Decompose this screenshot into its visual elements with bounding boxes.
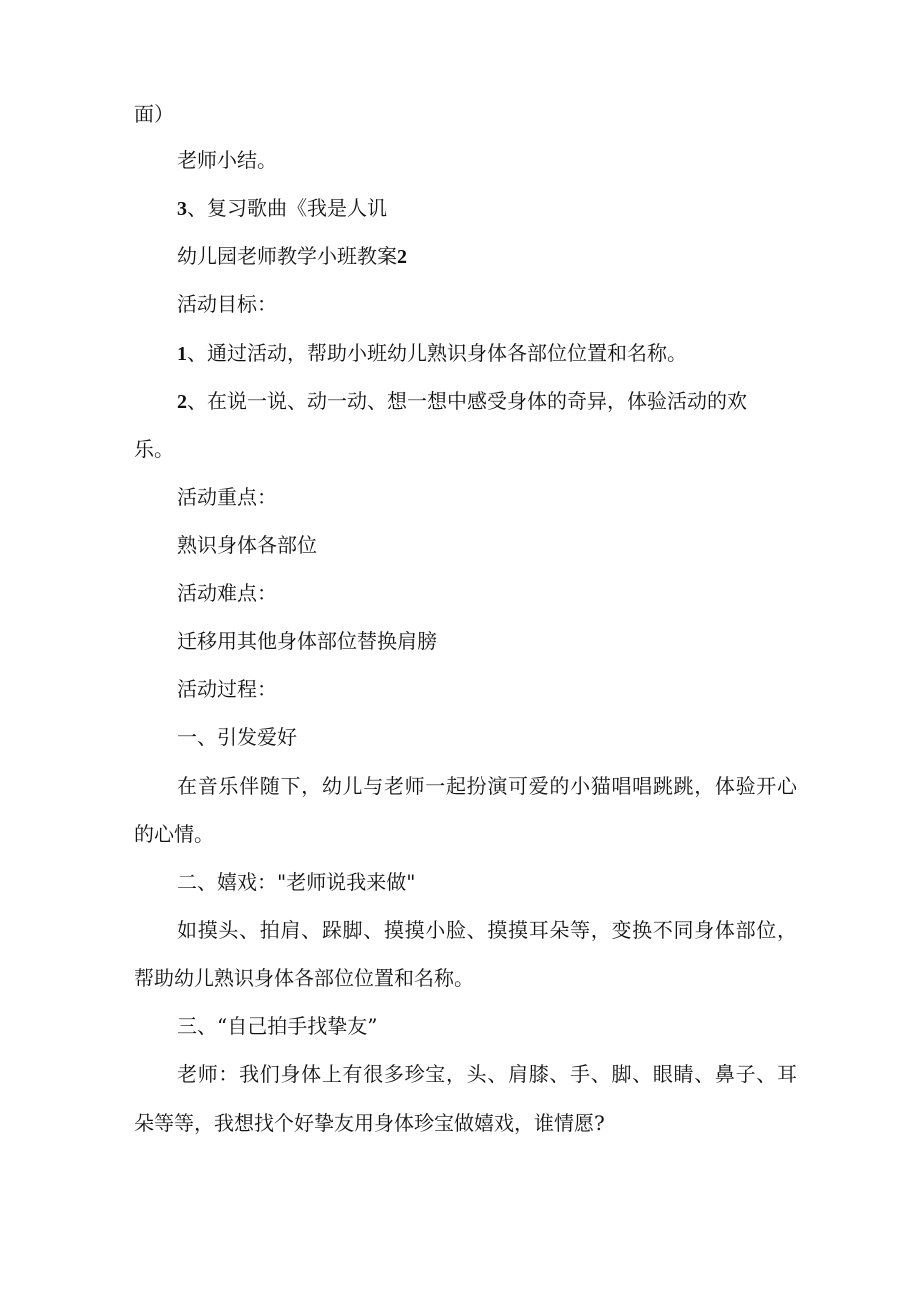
line-text: 二、嬉戏："老师说我来做" [177,870,416,894]
heading-difficulty [177,573,797,613]
line-text: 朵等等，我想找个好挚友用身体珍宝做嬉戏，谁情愿? [134,1111,605,1135]
line-text: 乐。 [134,437,174,461]
summary-line [177,140,797,180]
key-point-text [177,525,797,565]
line-text: 帮助幼儿熟识身体各部位位置和名称。 [134,966,474,990]
line-text: 熟识身体各部位 [177,533,317,557]
goal-item-1 [177,333,797,373]
step-3-text [177,1054,797,1094]
step-1-title [177,717,797,757]
difficulty-text [177,621,797,661]
line-text: 在音乐伴随下，幼儿与老师一起扮演可爱的小猫唱唱跳跳，体验开心 [177,774,797,798]
step-1-text-continued [134,814,794,854]
goal-item-2 [177,381,797,421]
heading-key-point [177,477,797,517]
list-number: 1 [177,343,187,365]
step-2-text-continued [134,958,794,998]
line-text: 活动过程： [177,677,277,701]
line-text: 活动重点： [177,485,277,509]
line-text: 活动难点： [177,581,277,605]
step-3-text-continued [134,1103,794,1143]
title-number: 2 [397,246,407,268]
section-title [177,236,797,276]
step-2-text [177,910,797,950]
line-text: 迁移用其他身体部位替换肩膀 [177,629,437,653]
line-text: 活动目标： [177,292,277,316]
goal-item-2-continued [134,429,794,469]
line-text: 、复习歌曲《我是人讥 [187,196,387,220]
step-2-title [177,862,797,902]
step-1-text [177,766,797,806]
line-text: 、在说一说、动一动、想一想中感受身体的奇异，体验活动的欢 [187,389,747,413]
line-text: 幼儿园老师教学小班教案 [177,244,397,268]
line-text: 的心情。 [134,822,214,846]
heading-goals [177,284,797,324]
line-text: 一、引发爱好 [177,725,297,749]
step-3-title [177,1006,797,1046]
line-text: 老师小结。 [177,148,277,172]
paragraph-fragment [134,94,794,134]
line-text: 面） [134,102,174,126]
line-text: 三、“自己拍手找挚友” [177,1014,378,1038]
line-text: 老师：我们身体上有很多珍宝，头、肩膝、手、脚、眼睛、鼻子、耳 [177,1062,797,1086]
review-song-line [177,188,797,228]
list-number: 2 [177,391,187,413]
list-number: 3 [177,198,187,220]
line-text: 如摸头、拍肩、跺脚、摸摸小脸、摸摸耳朵等，变换不同身体部位， [177,918,797,942]
line-text: 、通过活动，帮助小班幼儿熟识身体各部位位置和名称。 [187,341,687,365]
heading-process [177,669,797,709]
